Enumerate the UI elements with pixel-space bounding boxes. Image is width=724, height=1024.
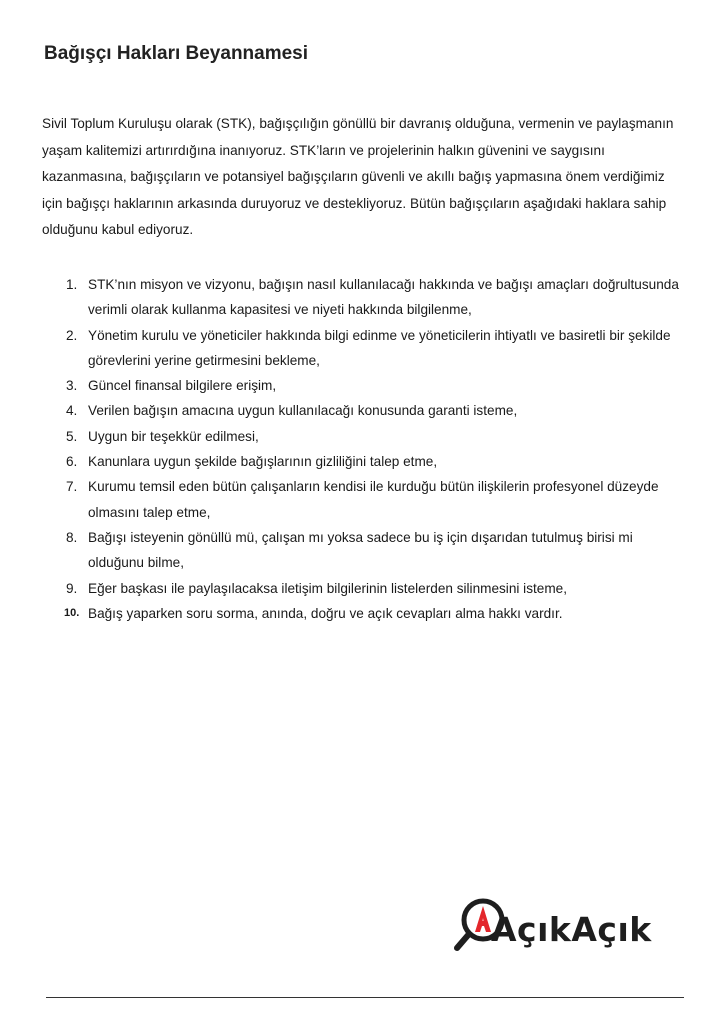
list-item xyxy=(44,449,684,474)
list-item-number: 8. xyxy=(66,529,78,545)
list-item-number: 9. xyxy=(66,580,78,596)
list-item-number: 3. xyxy=(66,378,78,394)
list-item-text: Güncel finansal bilgilere erişim, xyxy=(88,378,277,394)
list-item-number: 2. xyxy=(66,327,78,343)
logo-wordmark: AçıkAçık xyxy=(491,910,652,949)
list-item xyxy=(44,323,684,374)
list-item-text: Yönetim kurulu ve yöneticiler hakkında bilgi edinme ve yöneticilerin ihtiyatlı ve basiretli bir şekilde görevlerini yerine getirmesini bekleme, xyxy=(88,327,671,368)
list-item-number: 5. xyxy=(66,428,78,444)
list-item-text: STK’nın misyon ve vizyonu, bağışın nasıl kullanılacağı hakkında ve bağışı amaçları doğrultusunda verimli olarak kullanma kapasitesi ve niyeti hakkında bilgilenme, xyxy=(88,277,679,318)
list-item-text: Bağış yaparken soru sorma, anında, doğru ve açık cevapları alma hakkı vardır. xyxy=(88,605,563,621)
list-item-text: Eğer başkası ile paylaşılacaksa iletişim bilgilerinin listelerden silinmesini isteme, xyxy=(88,580,568,596)
list-item-number: 10. xyxy=(64,606,80,619)
list-item xyxy=(44,424,684,449)
acikacik-logo xyxy=(453,890,668,960)
list-item-text: Uygun bir teşekkür edilmesi, xyxy=(88,428,259,444)
list-item-number: 6. xyxy=(66,454,78,470)
list-item xyxy=(44,525,684,576)
intro-paragraph: Sivil Toplum Kuruluşu olarak (STK), bağışçılığın gönüllü bir davranış olduğuna, vermenin ve paylaşmanın yaşam kalitemizi artırırdığına inanıyoruz. STK’ların ve projelerinin halkın güvenini ve saygısını kazanmasına, bağışçıların ve potansiyel bağışçıların güvenli ve akıllı bağış yapmasına önem verdiğimiz için bağışçı haklarının arkasında duruyoruz ve destekliyoruz. Bütün bağışçıların aşağıdaki haklara sahip olduğunu kabul ediyoruz. xyxy=(42,116,674,237)
list-item xyxy=(44,601,684,626)
list-item-text: Bağışı isteyenin gönüllü mü, çalışan mı yoksa sadece bu iş için dışarıdan tutulmuş birisi mi olduğunu bilme, xyxy=(88,529,633,571)
footer-divider xyxy=(46,997,684,998)
list-item-number: 7. xyxy=(66,479,78,495)
rights-list xyxy=(44,272,684,626)
list-item-text: Kanunlara uygun şekilde bağışlarının gizliliğini talep etme, xyxy=(88,454,438,470)
list-item xyxy=(44,576,684,601)
list-item xyxy=(44,474,684,525)
list-item-text: Verilen bağışın amacına uygun kullanılacağı konusunda garanti isteme, xyxy=(88,403,518,419)
list-item xyxy=(44,373,684,398)
list-item-text: Kurumu temsil eden bütün çalışanların kendisi ile kurduğu bütün ilişkilerin profesyonel düzeyde olmasını talep etme, xyxy=(88,479,659,520)
list-item xyxy=(44,398,684,423)
list-item-number: 4. xyxy=(66,403,78,419)
list-item-number: 1. xyxy=(66,277,78,292)
page-title: Bağışçı Hakları Beyannamesi xyxy=(44,43,309,64)
list-item xyxy=(44,272,684,323)
